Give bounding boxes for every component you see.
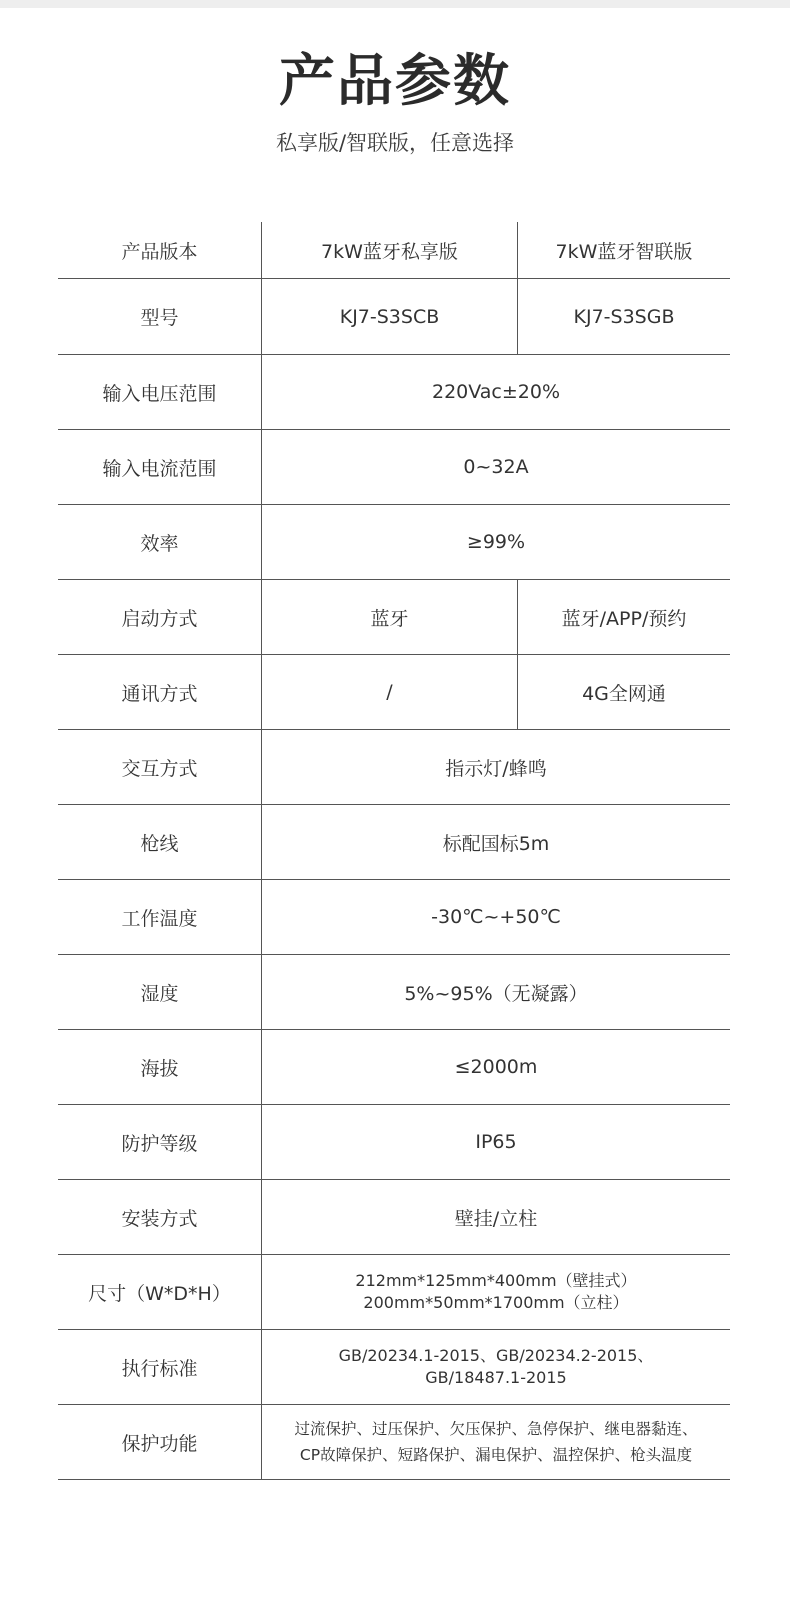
row-label: 安装方式 xyxy=(58,1180,262,1254)
row-value: 标配国标5m xyxy=(442,832,550,855)
row-value: 7kW蓝牙智联版 xyxy=(555,240,693,263)
spec-row xyxy=(58,1180,730,1255)
row-label: 海拔 xyxy=(58,1030,262,1104)
row-value: 指示灯/蜂鸣 xyxy=(445,757,547,780)
row-value: 壁挂/立柱 xyxy=(454,1207,538,1230)
row-value xyxy=(262,1405,730,1479)
spec-row xyxy=(58,805,730,880)
row-label: 湿度 xyxy=(58,955,262,1029)
row-value: 5%~95%（无凝露） xyxy=(404,982,588,1005)
row-value: -30℃~+50℃ xyxy=(431,906,561,928)
row-label: 交互方式 xyxy=(58,730,262,804)
spec-row xyxy=(58,880,730,955)
row-value: 7kW蓝牙私享版 xyxy=(262,222,518,278)
value-line: GB/18487.1-2015 xyxy=(425,1368,567,1387)
row-label: 枪线 xyxy=(58,805,262,879)
row-label: 尺寸（W*D*H） xyxy=(58,1255,262,1329)
value-line: 过流保护、过压保护、欠压保护、急停保护、继电器黏连、 xyxy=(294,1420,698,1438)
spec-row xyxy=(58,222,730,279)
top-band xyxy=(0,0,790,8)
row-value: / xyxy=(262,655,518,729)
row-label: 效率 xyxy=(58,505,262,579)
value-line: 212mm*125mm*400mm（壁挂式） xyxy=(355,1271,637,1290)
spec-row xyxy=(58,1105,730,1180)
spec-row xyxy=(58,580,730,655)
row-value: 蓝牙/APP/预约 xyxy=(561,607,687,630)
row-value xyxy=(262,1255,730,1329)
row-label: 工作温度 xyxy=(58,880,262,954)
row-value: ≤2000m xyxy=(454,1056,538,1078)
spec-row xyxy=(58,430,730,505)
row-label: 输入电压范围 xyxy=(58,355,262,429)
spec-row xyxy=(58,655,730,730)
row-label: 启动方式 xyxy=(58,580,262,654)
page-subtitle: 私享版/智联版，任意选择 xyxy=(275,131,515,155)
row-value: KJ7-S3SCB xyxy=(262,279,518,354)
spec-row xyxy=(58,1255,730,1330)
value-line: 200mm*50mm*1700mm（立柱） xyxy=(363,1293,629,1312)
page-title: 产品参数 xyxy=(279,49,511,114)
row-value: ≥99% xyxy=(466,531,526,553)
row-label: 通讯方式 xyxy=(58,655,262,729)
spec-row xyxy=(58,1405,730,1480)
row-label: 输入电流范围 xyxy=(58,430,262,504)
row-label: 型号 xyxy=(58,279,262,354)
spec-row xyxy=(58,279,730,355)
row-value: 220Vac±20% xyxy=(431,381,561,403)
row-label: 产品版本 xyxy=(58,222,262,278)
value-line: CP故障保护、短路保护、漏电保护、温控保护、枪头温度 xyxy=(299,1446,693,1464)
row-label: 执行标准 xyxy=(58,1330,262,1404)
spec-row xyxy=(58,730,730,805)
spec-row xyxy=(58,955,730,1030)
value-line: GB/20234.1-2015、GB/20234.2-2015、 xyxy=(338,1346,654,1365)
row-label: 防护等级 xyxy=(58,1105,262,1179)
row-value: KJ7-S3SGB xyxy=(573,305,675,328)
spec-row xyxy=(58,505,730,580)
spec-table xyxy=(58,222,730,1480)
spec-row xyxy=(58,355,730,430)
spec-row xyxy=(58,1030,730,1105)
row-label: 保护功能 xyxy=(58,1405,262,1479)
row-value: IP65 xyxy=(475,1131,517,1153)
row-value: 0~32A xyxy=(463,456,529,478)
row-value: 4G全网通 xyxy=(582,682,666,705)
spec-row xyxy=(58,1330,730,1405)
row-value xyxy=(262,1330,730,1404)
row-value: 蓝牙 xyxy=(262,580,518,654)
